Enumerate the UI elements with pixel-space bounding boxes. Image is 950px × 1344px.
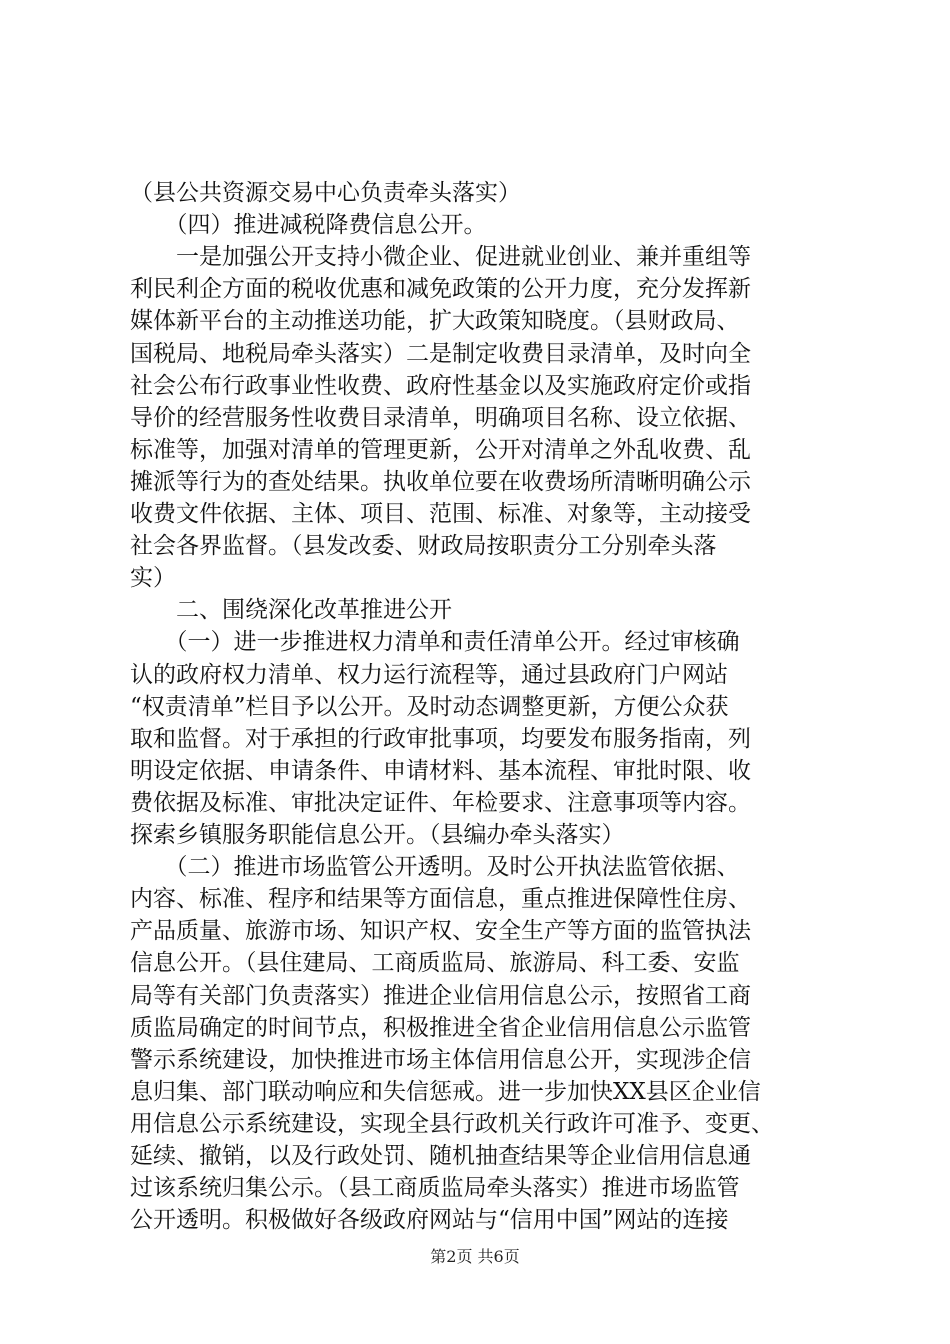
text-line: 媒体新平台的主动推送功能，扩大政策知晓度。（县财政局、 bbox=[130, 308, 740, 334]
text-line: 警示系统建设，加快推进市场主体信用信息公开，实现涉企信 bbox=[130, 1047, 751, 1073]
text-line: 费依据及标准、审批决定证件、年检要求、注意事项等内容。 bbox=[130, 790, 751, 816]
text-line: 收费文件依据、主体、项目、范围、标准、对象等，主动接受 bbox=[130, 501, 751, 527]
text-line: 利民利企方面的税收优惠和减免政策的公开力度，充分发挥新 bbox=[130, 276, 751, 302]
text-line: 探索乡镇服务职能信息公开。（县编办牵头落实） bbox=[130, 822, 625, 848]
text-line: 导价的经营服务性收费目录清单，明确项目名称、设立依据、 bbox=[130, 405, 751, 431]
text-line: 用信息公示系统建设，实现全县行政机关行政许可准予、变更、 bbox=[130, 1111, 774, 1137]
text-line: 内容、标准、程序和结果等方面信息，重点推进保障性住房、 bbox=[130, 886, 751, 912]
text-line: 过该系统归集公示。（县工商质监局牵头落实）推进市场监管 bbox=[130, 1175, 740, 1201]
text-line: （四）推进减税降费信息公开。 bbox=[130, 212, 487, 238]
text-line: 国税局、地税局牵头落实）二是制定收费目录清单，及时向全 bbox=[130, 341, 751, 367]
text-line: 一是加强公开支持小微企业、促进就业创业、兼并重组等 bbox=[130, 244, 751, 270]
text-line: 产品质量、旅游市场、知识产权、安全生产等方面的监管执法 bbox=[130, 918, 751, 944]
text-line: （一）进一步推进权力清单和责任清单公开。经过审核确 bbox=[130, 629, 740, 655]
text-line: 质监局确定的时间节点，积极推进全省企业信用信息公示监管 bbox=[130, 1015, 751, 1041]
text-line: 社会各界监督。（县发改委、财政局按职责分工分别牵头落 bbox=[130, 533, 717, 559]
text-line: 社会公布行政事业性收费、政府性基金以及实施政府定价或指 bbox=[130, 373, 751, 399]
text-line: 摊派等行为的查处结果。执收单位要在收费场所清晰明确公示 bbox=[130, 469, 751, 495]
text-line: 明设定依据、申请条件、申请材料、基本流程、审批时限、收 bbox=[130, 758, 751, 784]
text-line: 延续、撤销，以及行政处罚、随机抽查结果等企业信用信息通 bbox=[130, 1143, 751, 1169]
text-line: 认的政府权力清单、权力运行流程等，通过县政府门户网站 bbox=[130, 662, 728, 688]
text-line: 标准等，加强对清单的管理更新，公开对清单之外乱收费、乱 bbox=[130, 437, 751, 463]
text-line: “权责清单”栏目予以公开。及时动态调整更新，方便公众获 bbox=[130, 694, 729, 720]
text-line: （县公共资源交易中心负责牵头落实） bbox=[130, 180, 521, 206]
text-line: 取和监督。对于承担的行政审批事项，均要发布服务指南，列 bbox=[130, 726, 751, 752]
text-line: （二）推进市场监管公开透明。及时公开执法监管依据、 bbox=[130, 854, 740, 880]
text-line: 二、围绕深化改革推进公开 bbox=[130, 597, 452, 623]
text-line: 实） bbox=[130, 565, 176, 591]
text-line: 信息公开。（县住建局、工商质监局、旅游局、科工委、安监 bbox=[130, 950, 740, 976]
page-footer: 第2页 共6页 bbox=[430, 1247, 520, 1266]
text-line: 公开透明。积极做好各级政府网站与“信用中国”网站的连接 bbox=[130, 1207, 729, 1233]
text-line: 局等有关部门负责落实）推进企业信用信息公示，按照省工商 bbox=[130, 983, 751, 1009]
text-line: 息归集、部门联动响应和失信惩戒。进一步加快XX县区企业信 bbox=[130, 1079, 761, 1105]
